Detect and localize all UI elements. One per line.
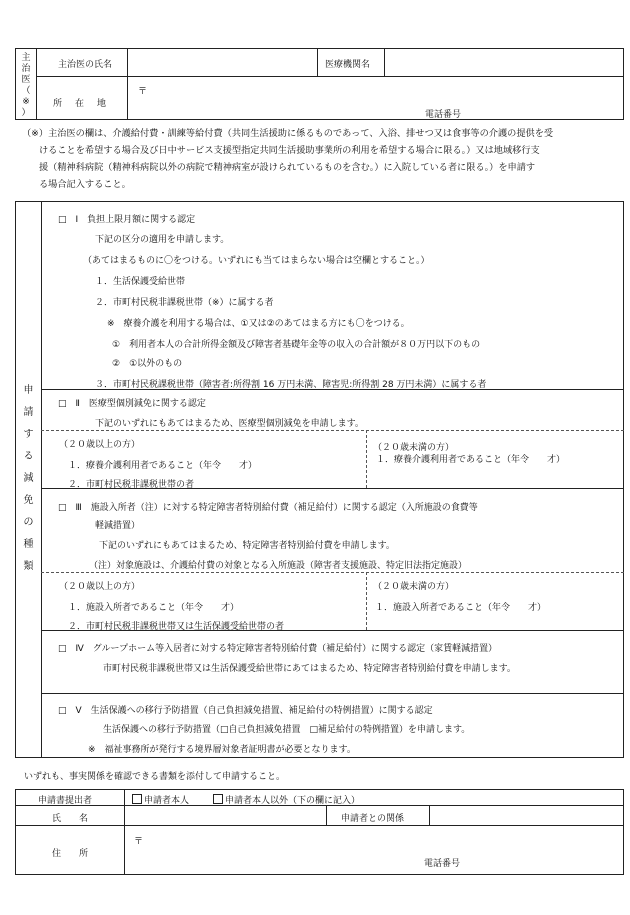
submitter-name-label: 氏 名 <box>52 814 89 824</box>
submitter-opt-other-label: 申請者本人以外（下の欄に記入） <box>225 796 361 806</box>
attach-note: いずれも、事実関係を確認できる書類を添付して申請すること。 <box>24 772 286 782</box>
doctor-side-label: 主 治 医 （ ※ ） <box>21 53 31 118</box>
section-3-left-item[interactable]: １．施設入所者であること（年令 才） <box>68 603 240 613</box>
doctor-address-label: 所 在 地 <box>53 99 109 109</box>
section-1-note: ※ 療養介護を利用する場合は、①又は②のあてはまる方にも〇をつける。 <box>107 319 410 329</box>
checkbox-icon <box>213 794 223 804</box>
relation-label: 申請者との関係 <box>341 814 405 824</box>
section-2-right-head: （２０歳未満の方） <box>373 443 455 453</box>
institution-field[interactable] <box>386 50 622 74</box>
section-2-left-head: （２０歳以上の方） <box>59 440 141 450</box>
note-line: けることを希望する場合及び日中サービス支援型指定共同生活援助事業所の利用を希望する場合に限る。）又は地域移行支 <box>39 145 540 156</box>
relation-field[interactable] <box>431 807 622 823</box>
doctor-name-field[interactable] <box>129 50 315 74</box>
section-3-right-head: （２０歳未満の方） <box>373 582 455 592</box>
section-5-line[interactable]: 生活保護への移行予防措置（□自己負担減免措置 □補足給付の特例措置）を申請します。 <box>103 725 471 735</box>
section-2-left-item[interactable]: １．療養介護利用者であること（年令 才） <box>68 461 258 471</box>
section-1-item[interactable]: ３．市町村民税課税世帯（障害者:所得割 16 万円未満、障害児:所得割 28 万円未満）に属する者 <box>95 380 487 390</box>
doctor-postal-mark: 〒 <box>138 87 148 97</box>
section-3-line: 下記のいずれにもあてはまるため、特定障害者特別給付費を申請します。 <box>99 541 395 551</box>
section-1-line: （あてはまるものに〇をつける。いずれにも当てはまらない場合は空欄とすること。） <box>83 256 430 266</box>
submitter-label: 申請書提出者 <box>38 796 93 806</box>
submitter-opt-other[interactable] <box>213 793 360 806</box>
submitter-address-label: 住 所 <box>52 849 89 859</box>
note-line: （※）主治医の欄は、介護給付費・訓練等給付費（共同生活援助に係るものであって、入浴、排せつ又は食事等の介護の提供を受 <box>22 128 554 139</box>
section-1-item[interactable]: １．生活保護受給世帯 <box>95 277 186 287</box>
section-5-title[interactable]: □ Ⅴ 生活保護への移行予防措置（自己負担減免措置、補足給付の特例措置）に関する認定 <box>58 706 433 716</box>
submitter-opt-self-label: 申請者本人 <box>144 796 190 806</box>
section-2-line: 下記のいずれにもあてはまるため、医療型個別減免を申請します。 <box>95 419 364 429</box>
section-1-note[interactable]: ② ①以外のもの <box>112 359 183 369</box>
submitter-postal-mark: 〒 <box>134 837 144 847</box>
section-3-left-head: （２０歳以上の方） <box>59 582 141 592</box>
section-3-title-cont: 軽減措置） <box>95 521 141 531</box>
section-1-item[interactable]: ２．市町村民税非課税世帯（※）に属する者 <box>95 298 274 308</box>
doctor-note <box>22 125 553 193</box>
institution-label: 医療機関名 <box>325 60 371 70</box>
section-2-title[interactable]: □ Ⅱ 医療型個別減免に関する認定 <box>58 399 206 409</box>
section-2-right-item[interactable]: １．療養介護利用者であること（年令 才） <box>376 455 566 465</box>
doctor-phone-label: 電話番号 <box>425 110 462 120</box>
section-1-line: 下記の区分の適用を申請します。 <box>95 235 230 245</box>
submitter-opt-self[interactable] <box>132 793 189 806</box>
section-3-title[interactable]: □ Ⅲ 施設入所者（注）に対する特定障害者特別給付費（補足給付）に関する認定（入所施設の食費等 <box>58 503 478 513</box>
reduction-side-label: 申 請 す る 減 免 の 種 類 <box>23 385 34 572</box>
submitter-address-field[interactable] <box>146 830 416 870</box>
section-3-right-item[interactable]: １．施設入所者であること（年令 才） <box>375 603 547 613</box>
note-line: る場合記入すること。 <box>39 179 131 190</box>
doctor-address-field[interactable] <box>150 80 420 116</box>
section-4-line: 市町村民税非課税世帯又は生活保護受給世帯にあてはまるため、特定障害者特別給付費を申請します。 <box>103 664 516 674</box>
section-1-title[interactable]: □ Ⅰ 負担上限月額に関する認定 <box>58 215 196 225</box>
section-3-left-item[interactable]: ２．市町村民税非課税世帯又は生活保護受給世帯の者 <box>68 622 285 632</box>
checkbox-icon <box>132 794 142 804</box>
doctor-name-label: 主治医の氏名 <box>58 60 113 70</box>
section-4-title[interactable]: □ Ⅳ グループホーム等入居者に対する特定障害者特別給付費（補足給付）に関する認定（家賃軽減措置） <box>58 644 498 654</box>
submitter-phone-label: 電話番号 <box>424 859 461 869</box>
submitter-name-field[interactable] <box>126 807 324 823</box>
section-5-note: ※ 福祉事務所が発行する境界層対象者証明書が必要となります。 <box>88 745 356 755</box>
note-line: 援（精神科病院（精神科病院以外の病院で精神病室が設けられているものを含む。）に入院している者に限る。）を申請す <box>39 162 536 173</box>
section-2-left-item[interactable]: ２．市町村民税非課税世帯の者 <box>68 480 195 490</box>
section-3-note: （注）対象施設は、介護給付費の対象となる入所施設（障害者支援施設、特定旧法指定施設） <box>89 561 468 571</box>
section-1-note[interactable]: ① 利用者本人の合計所得金額及び障害者基礎年金等の収入の合計額が８０万円以下のもの <box>112 340 481 350</box>
